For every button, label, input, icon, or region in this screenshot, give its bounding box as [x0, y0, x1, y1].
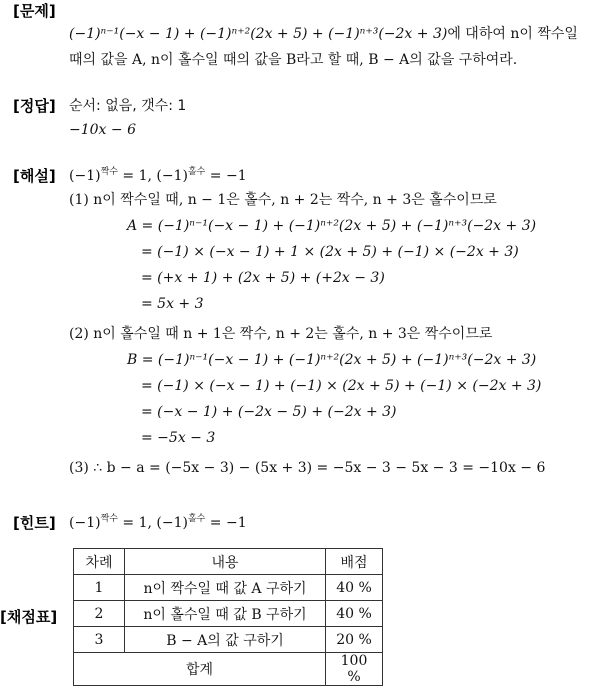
header-points: 배점 — [326, 549, 383, 575]
case2-step-3: = (−x − 1) + (−2x − 5) + (−2x + 3) — [141, 404, 397, 420]
case2-step-1: B = (−1)ⁿ⁻¹(−x − 1) + (−1)ⁿ⁺²(2x + 5) + (−1)ⁿ⁺³(−2x + 3) — [127, 352, 537, 368]
case2-step-4: = −5x − 3 — [141, 430, 216, 446]
solution-intro: $(-1)^{짝수} = 1$, $(-1)^{홀수} = -1$ — [69, 167, 247, 184]
hint-text: $(-1)^{짝수} = 1$, $(-1)^{홀수} = -1$ — [69, 514, 247, 531]
problem-line-1-suffix: 에 대하여 n이 짝수일 — [447, 26, 578, 42]
header-content: 내용 — [125, 549, 326, 575]
case1-step-2: = (−1) × (−x − 1) + 1 × (2x + 5) + (−1) × (−2x + 3) — [141, 244, 519, 260]
total-label: 합계 — [74, 653, 326, 686]
scoring-table — [73, 548, 383, 686]
case1-step-4: = 5x + 3 — [141, 296, 204, 312]
problem-line-2: 때의 값을 A, n이 홀수일 때의 값을 B라고 할 때, B − A의 값을 구하여라. — [69, 52, 518, 68]
answer-meta: 순서: 없음, 갯수: 1 — [69, 98, 187, 114]
scoring-label: [채점표] — [0, 608, 58, 626]
table-header-row — [74, 549, 383, 575]
table-total-row — [74, 653, 383, 686]
row-points: 40 % — [326, 575, 383, 601]
row-content: B − A의 값 구하기 — [125, 627, 326, 653]
row-order: 2 — [74, 601, 125, 627]
row-content: n이 짝수일 때 값 A 구하기 — [125, 575, 326, 601]
table-row — [74, 627, 383, 653]
hint-even-superscript: 짝수 — [100, 514, 118, 524]
problem-line-1 — [69, 25, 578, 43]
row-points: 40 % — [326, 601, 383, 627]
row-order: 1 — [74, 575, 125, 601]
odd-superscript: 홀수 — [187, 167, 206, 177]
table-row — [74, 575, 383, 601]
hint-odd-superscript: 홀수 — [187, 514, 206, 524]
row-points: 20 % — [326, 627, 383, 653]
row-order: 3 — [74, 627, 125, 653]
solution-label: [해설] — [13, 167, 56, 185]
answer-value: −10x − 6 — [69, 122, 136, 138]
problem-label: [문제] — [13, 2, 56, 20]
row-content: n이 홀수일 때 값 B 구하기 — [125, 601, 326, 627]
header-order: 차례 — [74, 549, 125, 575]
case1-step-3: = (+x + 1) + (2x + 5) + (+2x − 3) — [141, 270, 385, 286]
case1-heading: (1) n이 짝수일 때, n − 1은 홀수, n + 2는 짝수, n + 3은 홀수이므로 — [69, 192, 497, 208]
even-superscript: 짝수 — [100, 167, 118, 177]
total-value: 100 % — [326, 653, 383, 686]
answer-label: [정답] — [13, 97, 56, 115]
hint-label: [힌트] — [13, 514, 56, 532]
problem-expression: (−1)ⁿ⁻¹(−x − 1) + (−1)ⁿ⁺²(2x + 5) + (−1)ⁿ⁺³(−2x + 3) — [69, 26, 448, 42]
case1-step-1: A = (−1)ⁿ⁻¹(−x − 1) + (−1)ⁿ⁺²(2x + 5) + (−1)ⁿ⁺³(−2x + 3) — [127, 218, 537, 234]
case2-step-2: = (−1) × (−x − 1) + (−1) × (2x + 5) + (−1) × (−2x + 3) — [141, 378, 542, 394]
table-row — [74, 601, 383, 627]
case2-heading: (2) n이 홀수일 때 n + 1은 짝수, n + 2는 홀수, n + 3은 짝수이므로 — [69, 326, 493, 342]
case3-line: (3) ∴ b − a = (−5x − 3) − (5x + 3) = −5x − 3 − 5x − 3 = −10x − 6 — [69, 460, 546, 476]
